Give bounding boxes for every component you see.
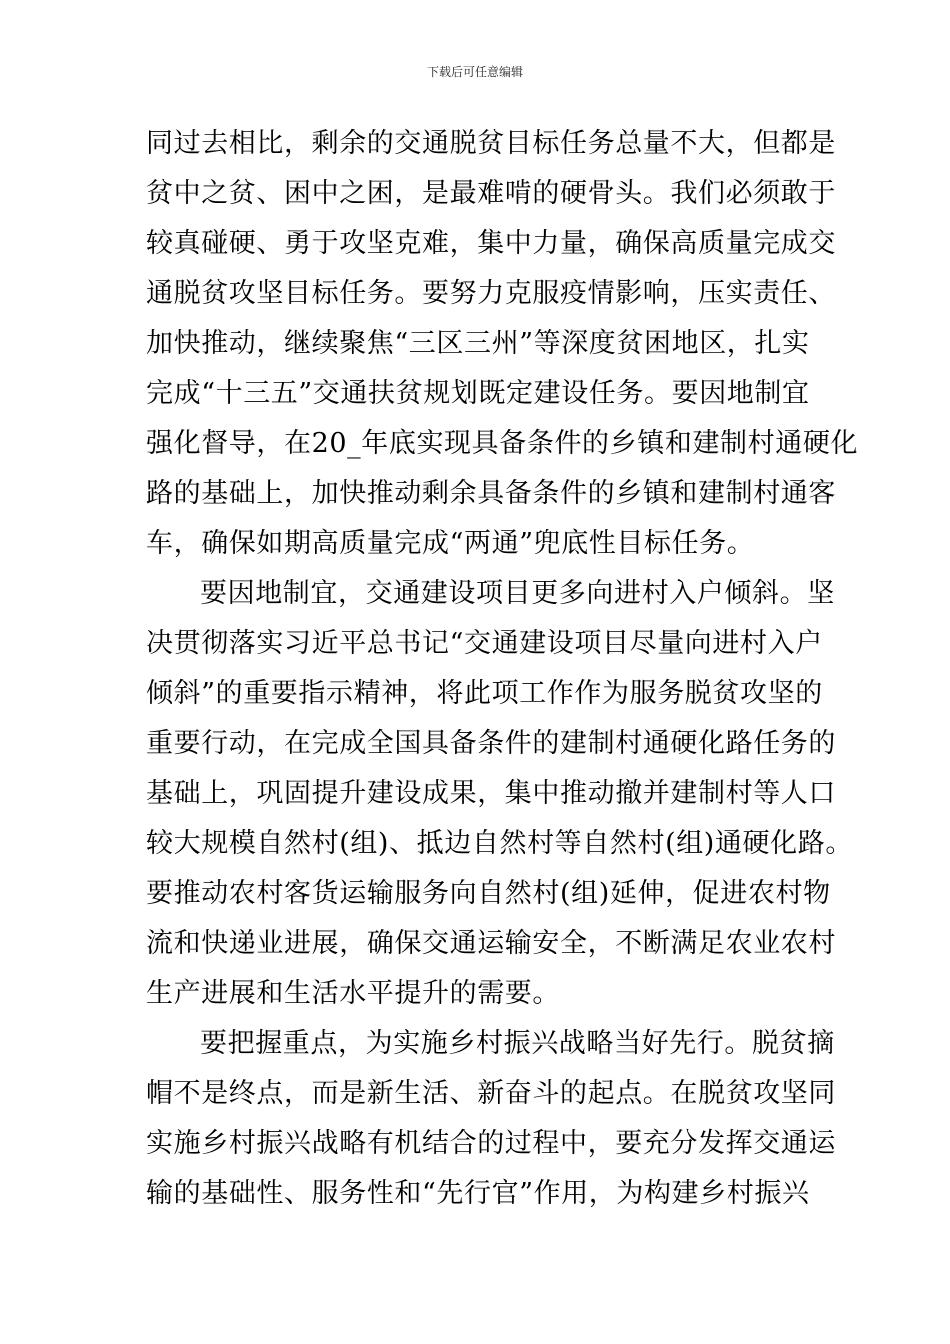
text-line: 路的基础上，加快推动剩余具备条件的乡镇和建制村通客: [146, 478, 836, 509]
text-line: 决贯彻落实习近平总书记“交通建设项目尽量向进村入户: [146, 628, 823, 659]
text-line: 要推动农村客货运输服务向自然村(组)延伸，促进农村物: [146, 878, 831, 909]
text-line: 同过去相比，剩余的交通脱贫目标任务总量不大，但都是: [146, 128, 836, 159]
text-line: 完成“十三五”交通扶贫规划既定建设任务。要因地制宜: [146, 378, 810, 409]
text-line: 车，确保如期高质量完成“两通”兜底性目标任务。: [146, 528, 755, 559]
text-line: 帽不是终点，而是新生活、新奋斗的起点。在脱贫攻坚同: [146, 1078, 836, 1109]
text-line: 贫中之贫、困中之困，是最难啃的硬骨头。我们必须敢于: [146, 178, 836, 209]
paragraph-first-line: 要把握重点，为实施乡村振兴战略当好先行。脱贫摘: [200, 1028, 835, 1059]
paragraph-first-line: 要因地制宜，交通建设项目更多向进村入户倾斜。坚: [200, 578, 835, 609]
text-line: 强化督导，在20_年底实现具备条件的乡镇和建制村通硬化: [146, 428, 859, 459]
text-line: 加快推动，继续聚焦“三区三州”等深度贫困地区，扎实: [146, 328, 810, 359]
page-header: 下载后可任意编辑: [426, 65, 523, 79]
text-line: 倾斜”的重要指示精神，将此项工作作为服务脱贫攻坚的: [146, 678, 823, 709]
text-line: 较大规模自然村(组)、抵边自然村等自然村(组)通硬化路。: [146, 828, 853, 859]
text-line: 输的基础性、服务性和“先行官”作用，为构建乡村振兴: [146, 1178, 810, 1209]
text-line: 基础上，巩固提升建设成果，集中推动撤并建制村等人口: [146, 778, 836, 809]
text-line: 生产进展和生活水平提升的需要。: [146, 978, 560, 1009]
text-line: 较真碰硬、勇于攻坚克难，集中力量，确保高质量完成交: [146, 228, 836, 259]
text-line: 重要行动，在完成全国具备条件的建制村通硬化路任务的: [146, 728, 836, 759]
text-line: 流和快递业进展，确保交通运输安全，不断满足农业农村: [146, 928, 836, 959]
text-line: 实施乡村振兴战略有机结合的过程中，要充分发挥交通运: [146, 1128, 836, 1159]
text-line: 通脱贫攻坚目标任务。要努力克服疫情影响，压实责任、: [146, 278, 836, 309]
